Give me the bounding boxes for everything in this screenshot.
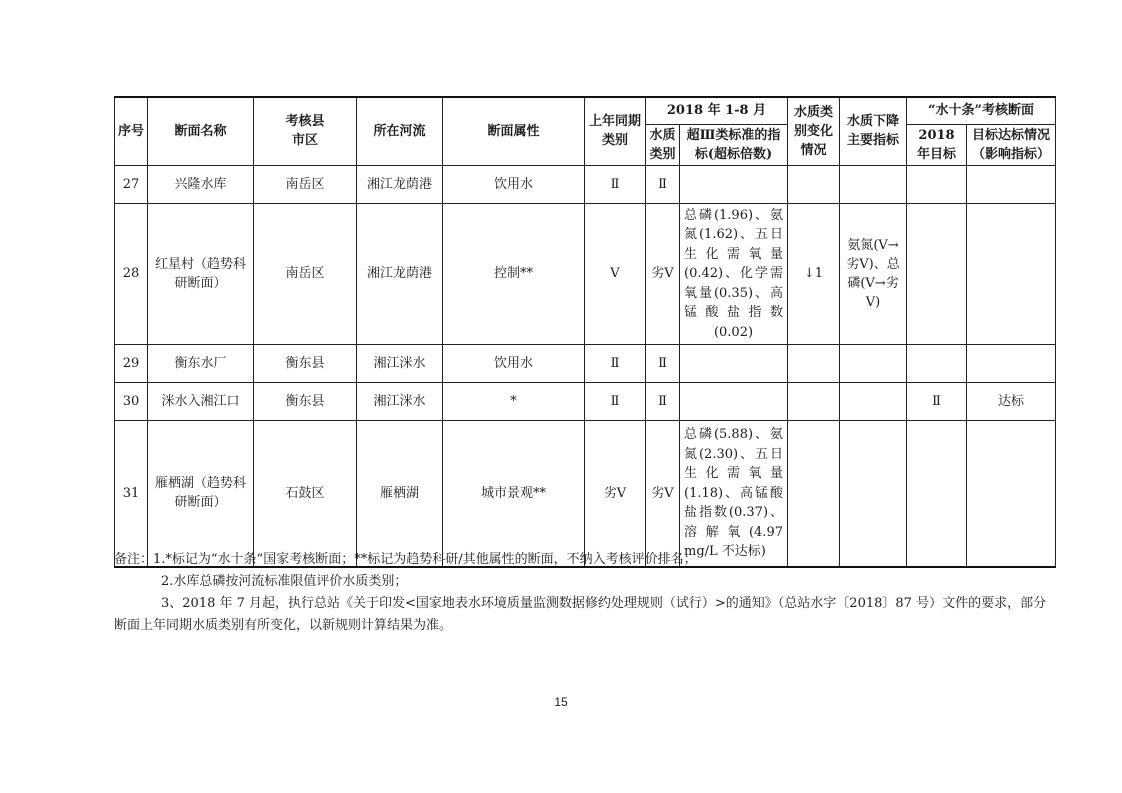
cell-last: Ⅴ	[585, 203, 646, 345]
cell-river: 雁栖湖	[357, 421, 443, 567]
header-name: 断面名称	[148, 97, 254, 165]
cell-class: Ⅱ	[646, 345, 680, 383]
cell-county: 南岳区	[254, 203, 357, 345]
cell-class: 劣Ⅴ	[646, 421, 680, 567]
cell-name: 雁栖湖（趋势科研断面）	[148, 421, 254, 567]
header-seq: 序号	[115, 97, 148, 165]
cell-target	[907, 421, 967, 567]
header-row-1	[115, 97, 1056, 124]
water-quality-table	[114, 96, 1056, 568]
header-county: 考核县市区	[254, 97, 357, 165]
header-decline: 水质下降主要指标	[840, 97, 907, 165]
cell-status	[967, 165, 1056, 203]
header-wq-class: 水质类别	[646, 124, 680, 165]
header-target: 2018 年目标	[907, 124, 967, 165]
header-change: 水质类别变化情况	[788, 97, 840, 165]
cell-no: 31	[115, 421, 148, 567]
header-status: 目标达标情况（影响指标）	[967, 124, 1056, 165]
cell-target	[907, 203, 967, 345]
footnotes	[114, 549, 1055, 637]
note-3: 3、2018 年 7 月起，执行总站《关于印发<国家地表水环境质量监测数据修约处理规则（试行）>的通知》（总站水字〔2018〕87 号）文件的要求，部分断面上年同期水质类别有所变化，以新规则计算结果为准。	[114, 596, 1047, 633]
cell-no: 30	[115, 383, 148, 421]
cell-river: 湘江洣水	[357, 383, 443, 421]
table-row	[115, 383, 1056, 421]
header-exceed: 超Ⅲ类标准的指标(超标倍数)	[680, 124, 788, 165]
monitoring-table-container	[114, 96, 1055, 568]
cell-name: 红星村（趋势科研断面）	[148, 203, 254, 345]
cell-status	[967, 345, 1056, 383]
cell-attr: 饮用水	[443, 165, 585, 203]
cell-attr: 饮用水	[443, 345, 585, 383]
cell-target	[907, 165, 967, 203]
cell-name: 洣水入湘江口	[148, 383, 254, 421]
cell-class: 劣Ⅴ	[646, 203, 680, 345]
cell-decline	[840, 165, 907, 203]
cell-no: 27	[115, 165, 148, 203]
cell-status	[967, 421, 1056, 567]
cell-river: 湘江洣水	[357, 345, 443, 383]
cell-status: 达标	[967, 383, 1056, 421]
cell-status	[967, 203, 1056, 345]
cell-exceed	[680, 345, 788, 383]
cell-county: 衡东县	[254, 383, 357, 421]
cell-change	[788, 421, 840, 567]
table-row	[115, 203, 1056, 345]
cell-change: ↓1	[788, 203, 840, 345]
cell-attr: 城市景观**	[443, 421, 585, 567]
cell-last: Ⅱ	[585, 345, 646, 383]
cell-decline: 氨氮(Ⅴ→劣Ⅴ)、总磷(Ⅴ→劣Ⅴ)	[840, 203, 907, 345]
cell-exceed	[680, 383, 788, 421]
cell-last: Ⅱ	[585, 165, 646, 203]
note-2: 2.水库总磷按河流标准限值评价水质类别；	[161, 574, 408, 589]
table-row	[115, 421, 1056, 567]
header-attr: 断面属性	[443, 97, 585, 165]
cell-target: Ⅱ	[907, 383, 967, 421]
cell-attr: *	[443, 383, 585, 421]
cell-no: 28	[115, 203, 148, 345]
cell-name: 兴隆水库	[148, 165, 254, 203]
cell-exceed	[680, 165, 788, 203]
cell-last: 劣Ⅴ	[585, 421, 646, 567]
table-row	[115, 345, 1056, 383]
header-ten-rules: “水十条”考核断面	[907, 97, 1056, 124]
cell-county: 南岳区	[254, 165, 357, 203]
cell-change	[788, 345, 840, 383]
cell-class: Ⅱ	[646, 383, 680, 421]
cell-change	[788, 165, 840, 203]
cell-last: Ⅱ	[585, 383, 646, 421]
cell-attr: 控制**	[443, 203, 585, 345]
cell-decline	[840, 345, 907, 383]
header-last-year: 上年同期类别	[585, 97, 646, 165]
cell-decline	[840, 383, 907, 421]
cell-county: 石鼓区	[254, 421, 357, 567]
table-row	[115, 165, 1056, 203]
cell-target	[907, 345, 967, 383]
cell-class: Ⅱ	[646, 165, 680, 203]
cell-river: 湘江龙荫港	[357, 165, 443, 203]
cell-name: 衡东水厂	[148, 345, 254, 383]
note-1: 备注：1.*标记为“水十条“国家考核断面；**标记为趋势科研/其他属性的断面，不纳入考核评价排名；	[114, 552, 697, 567]
header-period: 2018 年 1-8 月	[646, 97, 788, 124]
cell-exceed: 总磷(1.96)、氨氮(1.62)、五日生化需氧量(0.42)、化学需氧量(0.35)、高锰酸盐指数(0.02)	[680, 203, 788, 345]
cell-county: 衡东县	[254, 345, 357, 383]
page-number: 15	[554, 695, 568, 709]
header-river: 所在河流	[357, 97, 443, 165]
cell-exceed: 总磷(5.88)、氨氮(2.30)、五日生化需氧量(1.18)、高锰酸盐指数(0.37)、溶解氧(4.97 mg/L 不达标)	[680, 421, 788, 567]
cell-decline	[840, 421, 907, 567]
cell-river: 湘江龙荫港	[357, 203, 443, 345]
cell-no: 29	[115, 345, 148, 383]
cell-change	[788, 383, 840, 421]
